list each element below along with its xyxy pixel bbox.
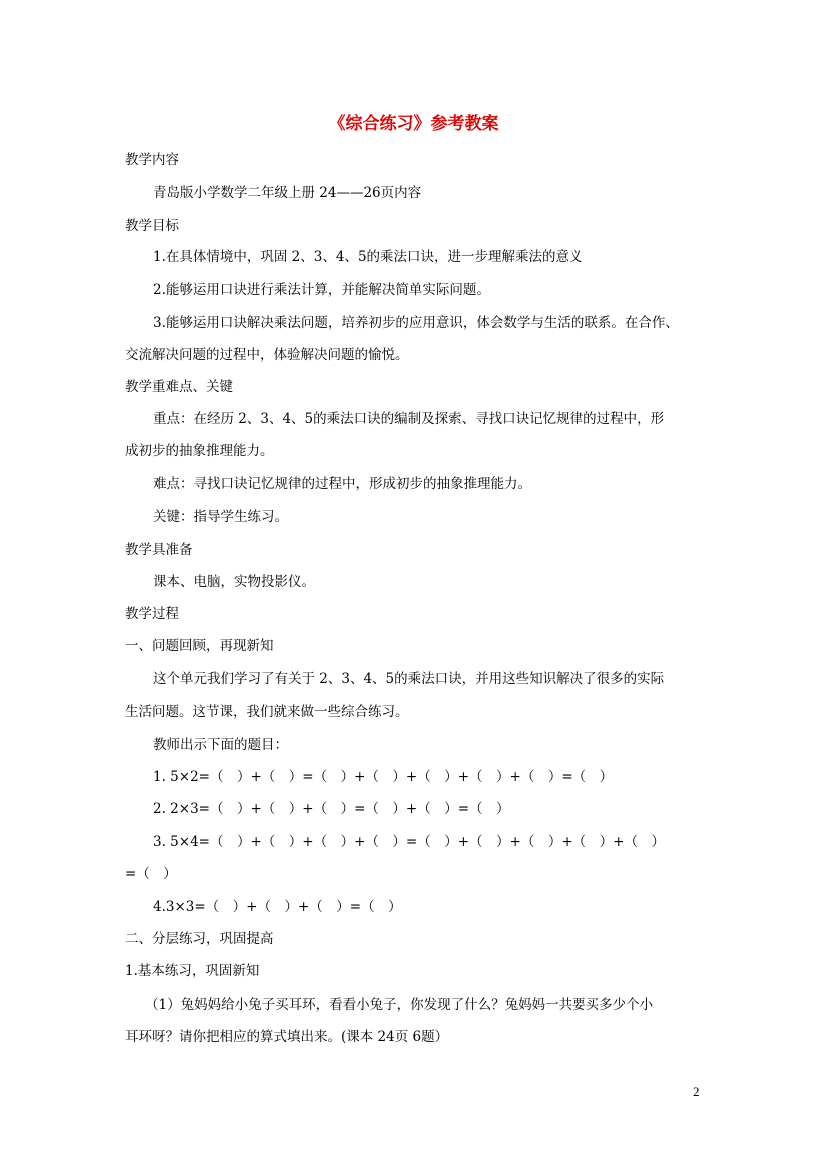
paragraph-line: 难点：寻找口诀记忆规律的过程中，形成初步的抽象推理能力。: [153, 476, 531, 492]
section-heading-process: 教学过程: [125, 606, 179, 622]
paragraph-line: 3.能够运用口诀解决乘法问题，培养初步的应用意识，体会数学与生活的联系。在合作、: [153, 315, 679, 331]
subsection-heading: 1.基本练习，巩固新知: [125, 963, 260, 979]
section-heading-goals: 教学目标: [125, 218, 179, 234]
paragraph-line: 这个单元我们学习了有关于 2、3、4、5的乘法口诀，并用这些知识解决了很多的实际: [153, 671, 665, 687]
paragraph-line: 生活问题。这节课，我们就来做一些综合练习。: [125, 704, 409, 720]
section-heading-key-points: 教学重难点、关键: [125, 379, 233, 395]
paragraph-line: 成初步的抽象推理能力。: [125, 443, 274, 459]
paragraph-line: 1.在具体情境中，巩固 2、3、4、5的乘法口诀，进一步理解乘法的意义: [153, 249, 583, 265]
document-title: 《综合练习》参考教案: [328, 114, 499, 134]
paragraph-line: 重点：在经历 2、3、4、5的乘法口诀的编制及探索、寻找口诀记忆规律的过程中，形: [153, 411, 665, 427]
paragraph-line: 2.能够运用口诀进行乘法计算，并能解决简单实际问题。: [153, 282, 490, 298]
subsection-heading: 一、问题回顾，再现新知: [125, 638, 274, 654]
page-number: 2: [693, 1084, 700, 1099]
exercise-line: 4.3×3=（ ）+（ ）+（ ）=（ ）: [153, 899, 402, 915]
paragraph-line: 交流解决问题的过程中，体验解决问题的愉悦。: [125, 347, 409, 363]
section-heading-content: 教学内容: [125, 152, 179, 168]
paragraph-line: 教师出示下面的题目：: [153, 737, 288, 753]
exercise-line: 2. 2×3=（ ）+（ ）+（ ）=（ ）+（ ）=（ ）: [153, 801, 510, 817]
exercise-line: 3. 5×4=（ ）+（ ）+（ ）+（ ）=（ ）+（ ）+（ ）+（ ）+（ ）: [153, 834, 665, 850]
paragraph-line: 青岛版小学数学二年级上册 24——26页内容: [153, 185, 422, 201]
paragraph-line: （1）兔妈妈给小兔子买耳环，看看小兔子，你发现了什么？兔妈妈一共要买多少个小: [145, 997, 654, 1013]
paragraph-line: 耳环呀？请你把相应的算式填出来。(课本 24页 6题）: [125, 1029, 449, 1045]
exercise-line: =（ ）: [125, 866, 177, 882]
subsection-heading: 二、分层练习，巩固提高: [125, 931, 274, 947]
section-heading-materials: 教学具准备: [125, 542, 193, 558]
paragraph-line: 课本、电脑，实物投影仪。: [153, 574, 315, 590]
exercise-line: 1. 5×2=（ ）+（ ）=（ ）+（ ）+（ ）+（ ）+（ ）=（ ）: [153, 769, 614, 785]
paragraph-line: 关键：指导学生练习。: [153, 509, 288, 525]
